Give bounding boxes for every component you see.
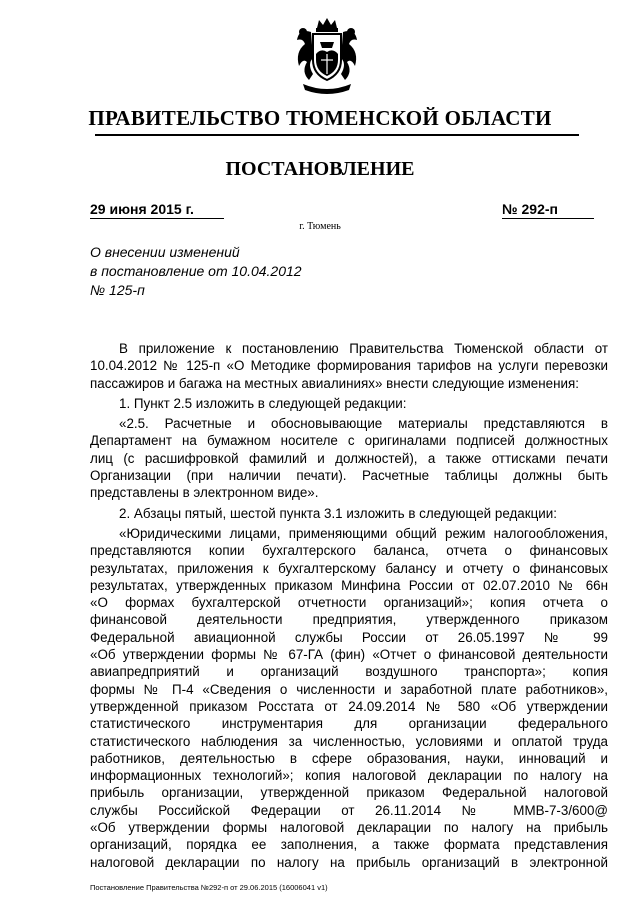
body-line: утвержденной приказом Росстата от 24.09.2014 № 580 «Об утверждении [90, 698, 608, 714]
document-date: 29 июня 2015 г. [90, 201, 194, 217]
document-footer: Постановление Правительства №292-п от 29.06.2015 (16006041 v1) [90, 883, 328, 892]
body-line: В приложение к постановлению Правительства Тюменской области от [119, 341, 608, 356]
body-line: представляются копии бухгалтерского баланса, отчета о финансовых [90, 543, 608, 559]
date-underline [90, 218, 224, 219]
body-line: 10.04.2012 № 125-п «О Методике формирования тарифов на услуги перевозки [90, 358, 608, 374]
document-number: № 292-п [502, 201, 558, 217]
paragraph-item-2 [90, 505, 608, 522]
government-title: ПРАВИТЕЛЬСТВО ТЮМЕНСКОЙ ОБЛАСТИ [88, 106, 552, 130]
paragraph-item-1 [90, 395, 608, 412]
document-city: г. Тюмень [299, 221, 341, 232]
body-line: налоговой декларации по налогу на прибыль организаций в электронной [90, 854, 608, 870]
body-line: пассажиров и багажа на местных авиалиниях» внести следующие изменения: [90, 375, 579, 391]
body-line: финансовой деятельности предприятия, утвержденного приказом [90, 612, 608, 628]
document-type: ПОСТАНОВЛЕНИЕ [225, 158, 415, 180]
number-underline [502, 218, 594, 219]
document-subject [90, 243, 350, 300]
body-line: результатах, утвержденных приказом Минфина России от 02.07.2010 № 66н [90, 577, 608, 593]
body-line: «Юридическими лицами, применяющими общий режим налогообложения, [119, 525, 608, 541]
title-rule [95, 134, 579, 136]
body-line: работников, деятельностью в сфере образования, науки, инноваций и [90, 750, 608, 766]
body-line: 1. Пункт 2.5 изложить в следующей редакции: [119, 395, 407, 411]
subject-line: в постановление от 10.04.2012 [90, 263, 302, 279]
paragraph-clause-3-1 [90, 525, 608, 871]
body-line: службы Российской Федерации от 26.11.2014 № ММВ-7-3/600@ [90, 802, 608, 818]
document-body [90, 340, 608, 871]
body-line: «О формах бухгалтерской отчетности организаций»; копия отчета о [90, 595, 608, 611]
body-line: «Об утверждении формы № 67-ГА (фин) «Отчет о финансовой деятельности [90, 647, 608, 663]
body-line: 2. Абзацы пятый, шестой пункта 3.1 изложить в следующей редакции: [119, 505, 557, 521]
body-line: Организации (при наличии печати). Расчетные таблицы должны быть [90, 468, 608, 484]
body-line: статистического инструментария для организации федерального [90, 716, 608, 732]
subject-line: № 125-п [90, 282, 145, 298]
paragraph-intro [90, 340, 608, 392]
body-line: формы № П-4 «Сведения о численности и заработной плате работников», [90, 681, 608, 697]
body-line: лиц (с расшифровкой фамилий и должностей), а также оттисками печати [90, 450, 608, 466]
body-line: авиапредприятий и организаций воздушного транспорта»; копия [90, 664, 608, 680]
subject-line: О внесении изменений [90, 244, 240, 260]
body-line: организаций, порядка ее заполнения, а также формата представления [90, 837, 608, 853]
body-line: Департамент на бумажном носителе с оригиналами подписей должностных [90, 433, 608, 449]
coat-of-arms-icon [285, 14, 369, 98]
body-line: статистического наблюдения за численностью, условиями и оплатой труда [90, 733, 608, 749]
paragraph-clause-2-5 [90, 415, 608, 501]
body-line: Федеральной авиационной службы России от 26.05.1997 № 99 [90, 629, 608, 645]
body-line: «2.5. Расчетные и обосновывающие материалы представляются в [119, 416, 608, 432]
body-line: информационных технологий»; копия налоговой декларации по налогу на [90, 768, 608, 784]
body-line: представлены в электронном виде». [90, 485, 319, 501]
body-line: прибыль организации, утвержденной приказом Федеральной налоговой [90, 785, 608, 801]
body-line: «Об утверждении формы налоговой декларации по налогу на прибыль [90, 820, 608, 836]
body-line: результатах, приложения к бухгалтерскому балансу и отчету о финансовых [90, 560, 608, 576]
